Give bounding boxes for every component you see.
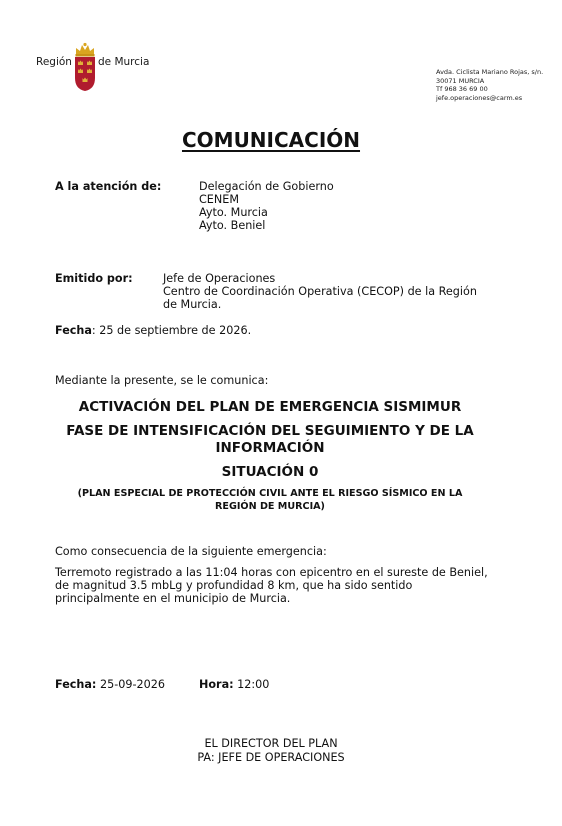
plan-subtitle-line2: REGIÓN DE MURCIA) [215, 501, 325, 512]
recipient: CENEM [199, 193, 239, 206]
recipient: Ayto. Beniel [199, 219, 266, 232]
signature-line1: EL DIRECTOR DEL PLAN [204, 737, 338, 750]
situation-heading: SITUACIÓN 0 [221, 464, 319, 480]
address-line: Avda. Ciclista Mariano Rojas, s/n. [436, 68, 544, 76]
recipient: Ayto. Murcia [199, 206, 268, 219]
signature-line2: PA: JEFE DE OPERACIONES [197, 751, 345, 764]
consequence-text: Como consecuencia de la siguiente emergencia: [55, 545, 327, 558]
footer-date [55, 678, 165, 691]
date-label: Fecha [55, 324, 92, 337]
footer-time [199, 678, 269, 691]
crest-icon [72, 42, 98, 92]
issued-label: Emitido por: [55, 272, 133, 285]
recipients-list [199, 180, 334, 232]
region-murcia-logo [36, 42, 154, 92]
event-description [55, 566, 488, 605]
phase-heading-line1: FASE DE INTENSIFICACIÓN DEL SEGUIMIENTO Y DE LA [66, 423, 474, 439]
address-line: 30071 MURCIA [436, 76, 485, 85]
date-value: : 25 de septiembre de 2026. [91, 324, 252, 337]
issuer-line: Centro de Coordinación Operativa (CECOP) de la Región [163, 285, 477, 298]
footer-date-value: 25-09-2026 [99, 678, 165, 691]
footer-time-label: Hora: [199, 678, 234, 691]
event-line: principalmente en el municipio de Murcia. [55, 592, 291, 605]
plan-subtitle-line1: (PLAN ESPECIAL DE PROTECCIÓN CIVIL ANTE EL RIESGO SÍSMICO EN LA [77, 488, 463, 499]
contact-address [436, 68, 543, 103]
address-line: jefe.operaciones@carm.es [436, 94, 523, 103]
issuer-line: Jefe de Operaciones [163, 272, 276, 285]
intro-text: Mediante la presente, se le comunica: [55, 374, 269, 387]
issuer-block [163, 272, 489, 311]
footer-date-label: Fecha: [55, 678, 97, 691]
recipient: Delegación de Gobierno [199, 180, 334, 193]
address-line: Tf 968 36 69 00 [436, 85, 488, 94]
logo-text-right: de Murcia [98, 56, 150, 68]
issuer-line: de Murcia. [163, 298, 222, 311]
event-line: de magnitud 3.5 mbLg y profundidad 8 km, que ha sido sentido [55, 579, 413, 592]
phase-heading-line2: INFORMACIÓN [215, 440, 325, 456]
logo-text-left: Región [36, 56, 72, 68]
plan-activation-heading: ACTIVACIÓN DEL PLAN DE EMERGENCIA SISMIMUR [78, 399, 462, 415]
footer-time-value: 12:00 [237, 678, 270, 691]
event-line: Terremoto registrado a las 11:04 horas con epicentro en el sureste de Beniel, [55, 566, 488, 579]
document-title: COMUNICACIÓN [181, 128, 361, 152]
attention-label: A la atención de: [55, 180, 162, 193]
date-line [55, 324, 251, 337]
